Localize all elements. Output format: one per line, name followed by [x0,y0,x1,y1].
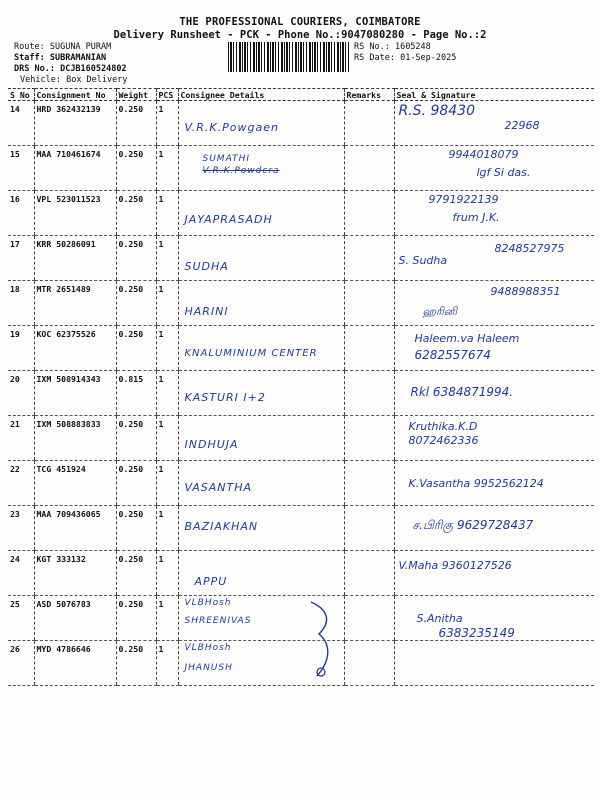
cell-pcs: 1 [156,371,178,416]
cell-sno: 26 [8,641,34,686]
col-signature: Seal & Signature [394,89,594,101]
signature-handwriting: Haleem.va Haleem [414,332,520,345]
col-remarks: Remarks [344,89,394,101]
cell-sno: 16 [8,191,34,236]
cell-pcs: 1 [156,461,178,506]
cell-weight: 0.250 [116,596,156,641]
consignee-handwriting: KASTURI I+2 [184,391,266,404]
cell-consignment: IXM 508914343 [34,371,116,416]
table-row [8,101,594,146]
cell-remarks [344,416,394,461]
signature-handwriting: ஹரினி [422,305,458,318]
runsheet-table [8,88,594,686]
cell-weight: 0.250 [116,191,156,236]
phone-handwriting: 9488988351 [490,285,561,298]
table-row [8,236,594,281]
runsheet-subtitle: Delivery Runsheet - PCK - Phone No.:9047080280 - Page No.:2 [113,29,487,41]
signature-handwriting: Kruthika.K.D [408,420,478,433]
cell-consignment: MYD 4786646 [34,641,116,686]
vehicle-value: Box Delivery [66,75,128,85]
cell-remarks [344,461,394,506]
cell-sno: 17 [8,236,34,281]
consignee-handwriting: VLBHosh [184,643,232,653]
consignee-handwriting: JAYAPRASADH [184,213,273,226]
cell-signature [394,551,594,596]
cell-consignment: MTR 2651489 [34,281,116,326]
cell-consignment: KRR 50286091 [34,236,116,281]
cell-signature [394,326,594,371]
cell-consignee [178,236,344,281]
cell-sno: 21 [8,416,34,461]
vehicle-label: Vehicle: [20,75,61,85]
table-row [8,371,594,416]
cell-sno: 18 [8,281,34,326]
staff-value: SUBRAMANIAN [49,53,107,63]
cell-consignee [178,371,344,416]
cell-consignment: HRD 362432139 [34,101,116,146]
consignee-handwriting: KNALUMINIUM CENTER [184,348,318,359]
route-value: SUGUNA PURAM [49,42,112,52]
table-row [8,506,594,551]
consignee-handwriting: V.R.K.Powgaen [184,121,279,134]
consignee-handwriting: SUDHA [184,260,229,273]
consignee-handwriting: HARINI [184,305,229,318]
signature-handwriting: ச.பிரிகு 9629728437 [412,518,534,532]
cell-consignment: IXM 508883833 [34,416,116,461]
cell-sno: 15 [8,146,34,191]
signature-handwriting: Rkl 6384871994. [410,385,514,399]
table-row [8,461,594,506]
signature-handwriting: V.Maha 9360127526 [398,559,512,572]
cell-pcs: 1 [156,281,178,326]
cell-remarks [344,236,394,281]
cell-sno: 25 [8,596,34,641]
cell-sno: 20 [8,371,34,416]
phone-handwriting: 6383235149 [438,626,515,640]
cell-signature [394,146,594,191]
cell-signature [394,416,594,461]
consignee-handwriting: INDHUJA [184,438,239,451]
cell-consignee [178,416,344,461]
cell-consignee [178,146,344,191]
consignee-handwriting-b: JHANUSH [184,663,233,673]
cell-consignee [178,101,344,146]
col-consignment: Consignment No [34,89,116,101]
cell-consignment: MAA 710461674 [34,146,116,191]
cell-weight: 0.250 [116,236,156,281]
table-row [8,551,594,596]
rs-date-label: RS Date: [354,53,395,63]
phone-handwriting: 8072462336 [408,434,479,447]
phone-handwriting: 8248527975 [494,242,565,255]
cell-pcs: 1 [156,641,178,686]
table-row [8,191,594,236]
phone-handwriting: 9944018079 [448,148,519,161]
cell-consignee [178,506,344,551]
cell-weight: 0.250 [116,281,156,326]
company-title: THE PROFESSIONAL COURIERS, COIMBATORE [179,16,421,28]
col-pcs: PCS [156,89,178,101]
cell-signature [394,371,594,416]
cell-signature [394,596,594,641]
rs-no-label: RS No.: [354,42,390,52]
cell-remarks [344,371,394,416]
cell-weight: 0.250 [116,416,156,461]
cell-remarks [344,191,394,236]
cell-pcs: 1 [156,236,178,281]
cell-consignment: KOC 62375526 [34,326,116,371]
col-weight: Weight [116,89,156,101]
cell-consignment: MAA 709436065 [34,506,116,551]
cell-pcs: 1 [156,596,178,641]
cell-consignee [178,281,344,326]
cell-consignee [178,551,344,596]
cell-weight: 0.250 [116,326,156,371]
phone-handwriting: 22968 [504,119,540,132]
cell-remarks [344,551,394,596]
drs-value: DCJB160524802 [60,64,127,74]
cell-remarks [344,596,394,641]
rs-no-value: 1605248 [394,42,431,52]
signature-handwriting: lgf Si das. [476,166,531,179]
cell-consignee [178,326,344,371]
runsheet-barcode [228,42,350,72]
cell-signature [394,461,594,506]
rs-date-value: 01-Sep-2025 [400,53,457,63]
signature-handwriting: K.Vasantha 9952562124 [408,477,544,490]
cell-remarks [344,641,394,686]
consignee-handwriting: VASANTHA [184,481,253,494]
route-block [14,42,128,86]
cell-consignment: VPL 523011523 [34,191,116,236]
cell-consignee [178,641,344,686]
cell-signature [394,191,594,236]
consignee-handwriting: SUMATHI [202,154,250,164]
phone-handwriting: 6282557674 [414,348,491,362]
cell-sno: 19 [8,326,34,371]
cell-weight: 0.250 [116,506,156,551]
cell-sno: 23 [8,506,34,551]
cell-weight: 0.250 [116,461,156,506]
staff-label: Staff: [14,53,45,63]
cell-pcs: 1 [156,416,178,461]
cell-signature [394,101,594,146]
cell-weight: 0.250 [116,146,156,191]
cell-remarks [344,101,394,146]
cell-pcs: 1 [156,506,178,551]
cell-signature [394,236,594,281]
cell-weight: 0.250 [116,641,156,686]
drs-label: DRS No.: [14,64,55,74]
rs-block [354,42,456,64]
cell-pcs: 1 [156,146,178,191]
phone-handwriting: 9791922139 [428,193,499,206]
cell-pcs: 1 [156,551,178,596]
consignee-handwriting-b: V.R.K.Powdcra [202,166,280,176]
cell-remarks [344,146,394,191]
cell-remarks [344,281,394,326]
signature-handwriting: R.S. 98430 [398,103,476,119]
signature-handwriting: S. Sudha [398,254,448,267]
cell-consignee [178,461,344,506]
cell-consignee [178,596,344,641]
consignee-handwriting: BAZIAKHAN [184,520,259,533]
col-sno: S No [8,89,34,101]
cell-weight: 0.250 [116,101,156,146]
cell-consignee [178,191,344,236]
cell-pcs: 1 [156,101,178,146]
consignee-handwriting-b: SHREENIVAS [184,616,252,626]
cell-pcs: 1 [156,326,178,371]
cell-sno: 22 [8,461,34,506]
cell-signature [394,506,594,551]
cell-consignment: ASD 5076783 [34,596,116,641]
signature-handwriting: frum J.K. [452,211,500,224]
table-row [8,641,594,686]
cell-consignment: TCG 451924 [34,461,116,506]
cell-signature [394,281,594,326]
route-label: Route: [14,42,45,52]
cell-sno: 14 [8,101,34,146]
table-row [8,596,594,641]
table-header-row [8,89,594,101]
cell-consignment: KGT 333132 [34,551,116,596]
table-row [8,416,594,461]
cell-remarks [344,506,394,551]
consignee-handwriting: VLBHosh [184,598,232,608]
table-row [8,146,594,191]
cell-weight: 0.250 [116,551,156,596]
table-row [8,326,594,371]
table-row [8,281,594,326]
cell-pcs: 1 [156,191,178,236]
consignee-handwriting: APPU [194,575,228,588]
cell-weight: 0.815 [116,371,156,416]
cell-signature [394,641,594,686]
cell-remarks [344,326,394,371]
signature-handwriting: S.Anitha [416,612,463,625]
cell-sno: 24 [8,551,34,596]
col-consignee: Consignee Details [178,89,344,101]
